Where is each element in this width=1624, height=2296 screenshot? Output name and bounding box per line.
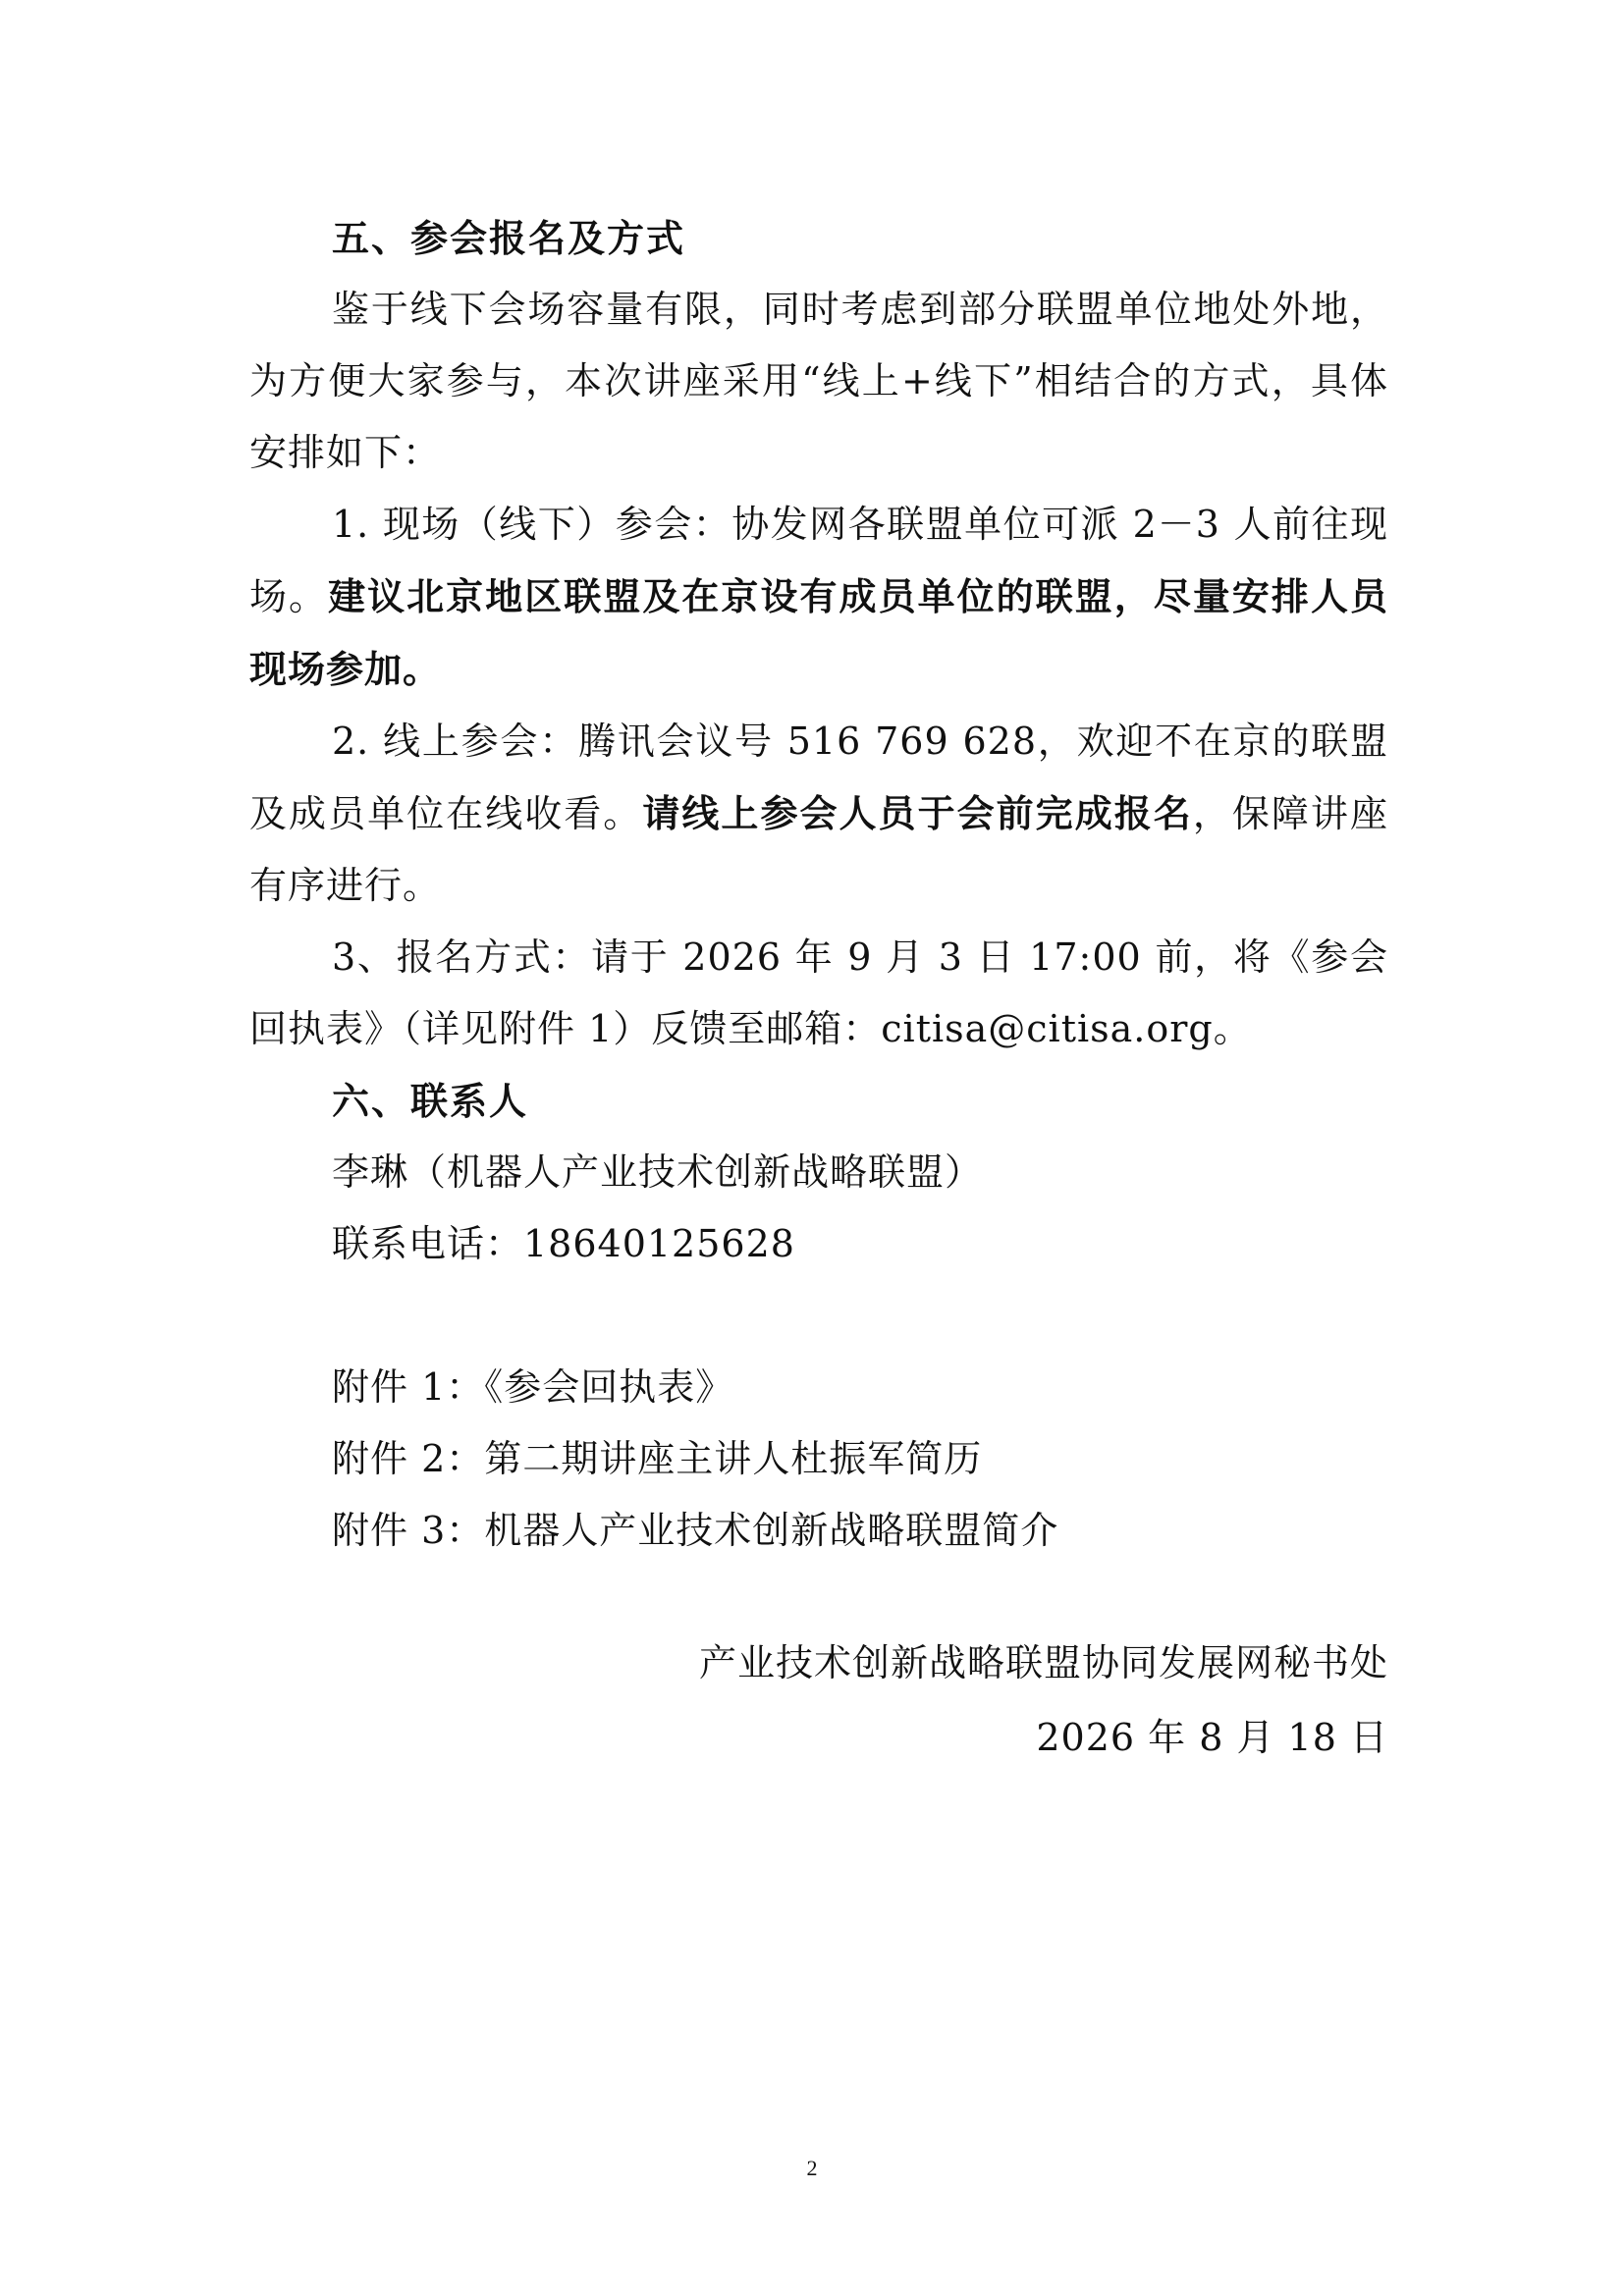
section-5-item-1 [249, 489, 1388, 706]
attachment-3: 附件 3：机器人产业技术创新战略联盟简介 [332, 1509, 1059, 1552]
item-1-text: 1. 现场（线下）参会：协发网各联盟单位可派 2－3 人前往现场。 [249, 503, 1388, 618]
contact-phone: 联系电话：18640125628 [332, 1222, 795, 1265]
item-2-bold-text: 请线上参会人员于会前完成报名 [642, 791, 1193, 835]
item-1-bold-text: 建议北京地区联盟及在京设有成员单位的联盟，尽量安排人员现场参加。 [249, 574, 1388, 691]
document-body [249, 202, 1388, 1567]
signature-block [699, 1626, 1388, 1775]
section-6-heading: 六、联系人 [332, 1079, 529, 1123]
section-5-item-2 [249, 706, 1388, 922]
attachment-2: 附件 2：第二期讲座主讲人杜振军简历 [332, 1437, 983, 1480]
section-5-intro: 鉴于线下会场容量有限，同时考虑到部分联盟单位地处外地，为方便大家参与，本次讲座采用“线上+线下”相结合的方式，具体安排如下： [249, 288, 1388, 474]
blank-line [249, 1280, 1388, 1352]
item-2-text: 2. 线上参会：腾讯会议号 516 769 628，欢迎不在京的联盟及成员单位在线收看。 [249, 720, 1388, 835]
item-2-tail-text: ，保障讲座有序进行。 [249, 792, 1388, 907]
signature-organization: 产业技术创新战略联盟协同发展网秘书处 [698, 1641, 1388, 1684]
contact-name: 李琳（机器人产业技术创新战略联盟） [332, 1150, 984, 1194]
signature-date: 2026 年 8 月 18 日 [1036, 1716, 1388, 1759]
attachment-1: 附件 1：《参会回执表》 [332, 1365, 734, 1409]
section-5-heading: 五、参会报名及方式 [332, 216, 686, 260]
section-5-item-3: 3、报名方式：请于 2026 年 9 月 3 日 17:00 前，将《参会回执表》（详见附件 1）反馈至邮箱：citisa@citisa.org。 [249, 935, 1388, 1050]
page-number: 2 [806, 2156, 818, 2180]
